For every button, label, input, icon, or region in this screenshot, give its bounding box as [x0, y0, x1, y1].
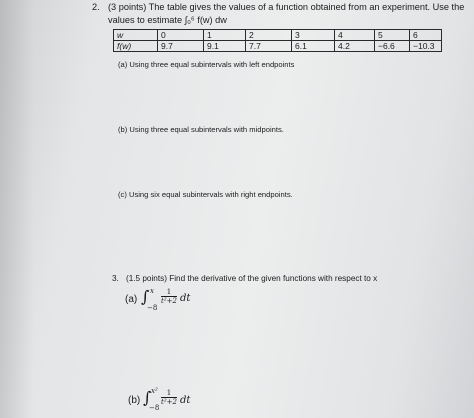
lower-limit: −8 [149, 404, 160, 412]
question-3-number: 3. [112, 274, 119, 283]
question-2-prompt-line2: values to estimate ∫₀⁶ f(w) dw [108, 15, 227, 25]
lower-limit: −8 [147, 304, 158, 312]
upper-limit: x² [151, 387, 158, 395]
table-cell: 4.2 [335, 41, 375, 52]
table-cell: −10.3 [410, 41, 442, 52]
differential: dt [180, 293, 191, 304]
table-row-w [114, 30, 442, 41]
fraction-numerator: 1 [161, 389, 177, 398]
table-cell: −6.6 [375, 41, 410, 52]
table-cell: 9.1 [204, 41, 246, 52]
table-cell: 0 [158, 30, 204, 41]
integral-sign: ∫ [143, 388, 152, 407]
question-2-part-b: (b) Using three equal subintervals with midpoints. [118, 125, 284, 134]
question-3-prompt: (1.5 points) Find the derivative of the given functions with respect to x [126, 274, 378, 283]
part-b-label: (b) [128, 395, 141, 406]
table-cell: 9.7 [158, 41, 204, 52]
table-cell: 2 [246, 30, 292, 41]
question-2-prompt-line1: (3 points) The table gives the values of a function obtained from an experiment. Use the [108, 2, 465, 12]
table-row-fw [114, 41, 442, 52]
question-2-number: 2. [92, 2, 100, 12]
integrand-fraction [161, 288, 177, 306]
table-header-fw: f(w) [114, 41, 158, 52]
table-header-w: w [114, 30, 158, 41]
table-cell: 7.7 [246, 41, 292, 52]
function-values-table [113, 29, 442, 52]
fraction-denominator: t²+2 [161, 297, 177, 305]
table-cell: 1 [204, 30, 246, 41]
fraction-numerator: 1 [161, 288, 177, 297]
integrand-fraction [161, 389, 177, 407]
integral-sign: ∫ [141, 287, 150, 306]
table-cell: 3 [292, 30, 335, 41]
differential: dt [180, 395, 191, 406]
table-cell: 5 [375, 30, 410, 41]
table-cell: 6 [410, 30, 442, 41]
upper-limit: x [150, 287, 154, 295]
page-edge-shadow [0, 0, 34, 418]
fraction-denominator: t²+2 [161, 398, 177, 406]
question-2-part-c: (c) Using six equal subintervals with right endpoints. [118, 190, 293, 199]
table-cell: 6.1 [292, 41, 335, 52]
table-cell: 4 [335, 30, 375, 41]
part-a-label: (a) [125, 294, 138, 305]
question-2-part-a: (a) Using three equal subintervals with left endpoints [118, 60, 295, 69]
